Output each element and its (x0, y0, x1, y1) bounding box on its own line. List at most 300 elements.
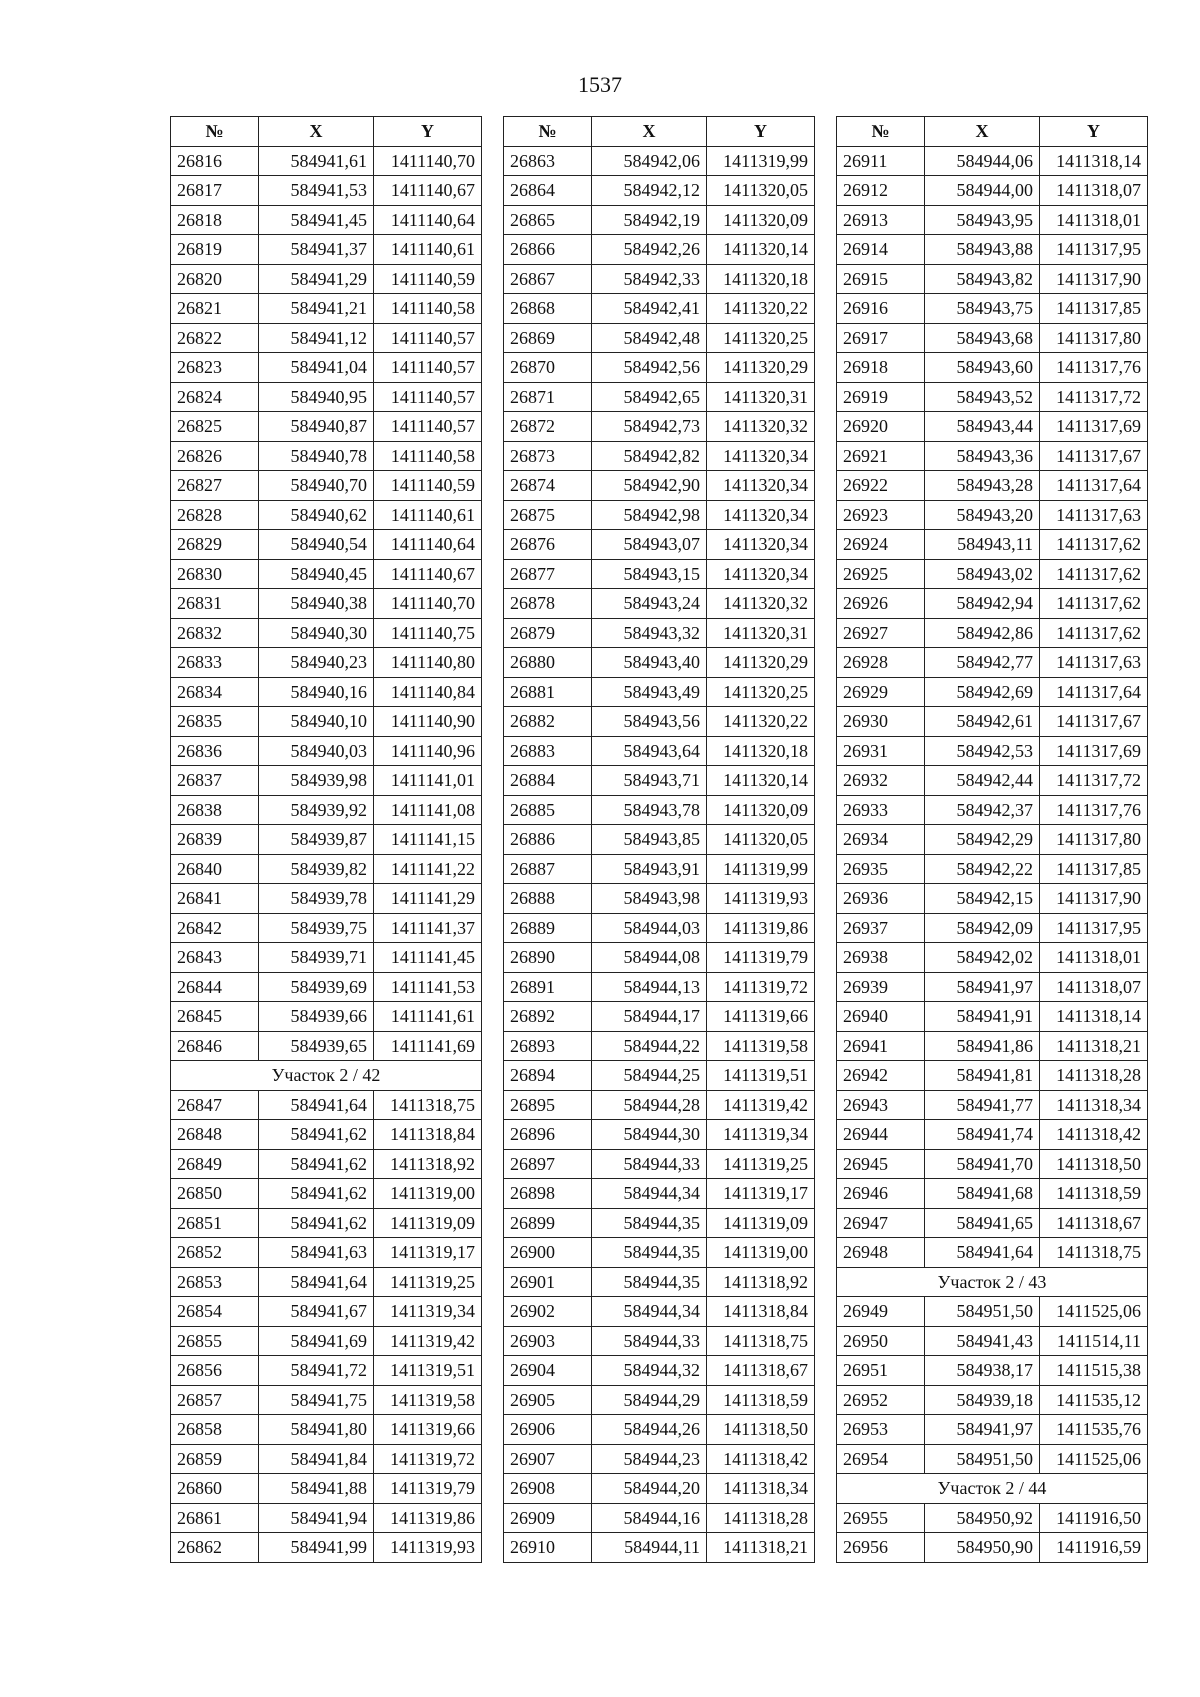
x-value: 584941,29 (259, 264, 374, 294)
x-value: 584944,00 (925, 176, 1040, 206)
x-value: 584941,99 (259, 1533, 374, 1563)
point-number: 26868 (504, 294, 592, 324)
table-row (171, 854, 482, 884)
point-number: 26822 (171, 323, 259, 353)
x-value: 584942,44 (925, 766, 1040, 796)
x-value: 584943,02 (925, 559, 1040, 589)
point-number: 26860 (171, 1474, 259, 1504)
point-number: 26839 (171, 825, 259, 855)
x-value: 584940,38 (259, 589, 374, 619)
table-header-row (837, 117, 1148, 147)
table-row (504, 1533, 815, 1563)
section-row (837, 1267, 1148, 1297)
y-value: 1411318,21 (1040, 1031, 1148, 1061)
x-value: 584939,87 (259, 825, 374, 855)
y-value: 1411319,66 (374, 1415, 482, 1445)
x-value: 584941,70 (925, 1149, 1040, 1179)
y-value: 1411319,09 (374, 1208, 482, 1238)
x-value: 584941,84 (259, 1444, 374, 1474)
y-value: 1411317,95 (1040, 913, 1148, 943)
x-value: 584940,45 (259, 559, 374, 589)
point-number: 26838 (171, 795, 259, 825)
point-number: 26830 (171, 559, 259, 589)
point-number: 26884 (504, 766, 592, 796)
table-row (171, 766, 482, 796)
y-value: 1411140,64 (374, 530, 482, 560)
table-row (504, 294, 815, 324)
y-value: 1411319,66 (707, 1002, 815, 1032)
x-value: 584940,62 (259, 500, 374, 530)
table-body (837, 146, 1148, 1562)
header-y: Y (707, 117, 815, 147)
y-value: 1411140,70 (374, 146, 482, 176)
y-value: 1411140,57 (374, 353, 482, 383)
table-row (171, 353, 482, 383)
point-number: 26826 (171, 441, 259, 471)
y-value: 1411141,61 (374, 1002, 482, 1032)
table-row (171, 943, 482, 973)
point-number: 26817 (171, 176, 259, 206)
x-value: 584941,61 (259, 146, 374, 176)
y-value: 1411320,31 (707, 382, 815, 412)
x-value: 584944,26 (592, 1415, 707, 1445)
table-row (504, 825, 815, 855)
y-value: 1411141,08 (374, 795, 482, 825)
table-row (837, 1444, 1148, 1474)
table-row (171, 1533, 482, 1563)
table-row (504, 766, 815, 796)
table-row (837, 382, 1148, 412)
table-row (171, 1179, 482, 1209)
y-value: 1411318,59 (1040, 1179, 1148, 1209)
y-value: 1411141,53 (374, 972, 482, 1002)
table-row (837, 1031, 1148, 1061)
table-row (837, 176, 1148, 206)
y-value: 1411319,72 (707, 972, 815, 1002)
table-row (837, 1326, 1148, 1356)
coordinates-table-left (170, 116, 482, 1563)
point-number: 26891 (504, 972, 592, 1002)
y-value: 1411320,34 (707, 500, 815, 530)
y-value: 1411141,01 (374, 766, 482, 796)
x-value: 584943,78 (592, 795, 707, 825)
point-number: 26911 (837, 146, 925, 176)
section-label: Участок 2 / 44 (837, 1474, 1148, 1504)
table-row (837, 1533, 1148, 1563)
table-row (504, 1356, 815, 1386)
x-value: 584943,49 (592, 677, 707, 707)
point-number: 26899 (504, 1208, 592, 1238)
point-number: 26835 (171, 707, 259, 737)
y-value: 1411319,00 (707, 1238, 815, 1268)
point-number: 26832 (171, 618, 259, 648)
point-number: 26875 (504, 500, 592, 530)
point-number: 26856 (171, 1356, 259, 1386)
table-row (171, 294, 482, 324)
header-y: Y (374, 117, 482, 147)
table-row (837, 1179, 1148, 1209)
x-value: 584941,21 (259, 294, 374, 324)
table-row (504, 205, 815, 235)
x-value: 584943,75 (925, 294, 1040, 324)
x-value: 584942,48 (592, 323, 707, 353)
table-row (171, 412, 482, 442)
table-row (837, 530, 1148, 560)
table-row (837, 1238, 1148, 1268)
point-number: 26952 (837, 1385, 925, 1415)
table-row (171, 1444, 482, 1474)
y-value: 1411319,79 (707, 943, 815, 973)
table-row (837, 707, 1148, 737)
y-value: 1411320,31 (707, 618, 815, 648)
point-number: 26828 (171, 500, 259, 530)
point-number: 26878 (504, 589, 592, 619)
x-value: 584942,65 (592, 382, 707, 412)
point-number: 26900 (504, 1238, 592, 1268)
y-value: 1411318,14 (1040, 146, 1148, 176)
table-row (504, 1385, 815, 1415)
header-x: X (592, 117, 707, 147)
point-number: 26930 (837, 707, 925, 737)
y-value: 1411140,70 (374, 589, 482, 619)
x-value: 584939,18 (925, 1385, 1040, 1415)
point-number: 26934 (837, 825, 925, 855)
y-value: 1411318,75 (374, 1090, 482, 1120)
table-row (171, 884, 482, 914)
table-row (504, 1061, 815, 1091)
x-value: 584942,15 (925, 884, 1040, 914)
point-number: 26865 (504, 205, 592, 235)
x-value: 584943,24 (592, 589, 707, 619)
table-row (837, 353, 1148, 383)
x-value: 584941,77 (925, 1090, 1040, 1120)
table-row (171, 500, 482, 530)
y-value: 1411319,86 (374, 1503, 482, 1533)
table-row (504, 913, 815, 943)
y-value: 1411140,75 (374, 618, 482, 648)
y-value: 1411318,07 (1040, 972, 1148, 1002)
table-row (171, 618, 482, 648)
point-number: 26864 (504, 176, 592, 206)
y-value: 1411140,64 (374, 205, 482, 235)
point-number: 26824 (171, 382, 259, 412)
table-row (837, 589, 1148, 619)
x-value: 584941,75 (259, 1385, 374, 1415)
table-row (837, 825, 1148, 855)
table-row (504, 1208, 815, 1238)
table-row (504, 677, 815, 707)
point-number: 26873 (504, 441, 592, 471)
table-row (837, 500, 1148, 530)
y-value: 1411140,57 (374, 323, 482, 353)
y-value: 1411535,12 (1040, 1385, 1148, 1415)
x-value: 584943,68 (925, 323, 1040, 353)
table-row (171, 795, 482, 825)
table-row (837, 471, 1148, 501)
y-value: 1411317,76 (1040, 353, 1148, 383)
y-value: 1411318,84 (707, 1297, 815, 1327)
y-value: 1411320,22 (707, 294, 815, 324)
y-value: 1411140,59 (374, 471, 482, 501)
point-number: 26931 (837, 736, 925, 766)
y-value: 1411140,61 (374, 235, 482, 265)
y-value: 1411320,05 (707, 176, 815, 206)
point-number: 26894 (504, 1061, 592, 1091)
point-number: 26904 (504, 1356, 592, 1386)
y-value: 1411317,67 (1040, 707, 1148, 737)
x-value: 584943,11 (925, 530, 1040, 560)
table-row (837, 854, 1148, 884)
x-value: 584941,94 (259, 1503, 374, 1533)
x-value: 584940,23 (259, 648, 374, 678)
x-value: 584942,82 (592, 441, 707, 471)
point-number: 26947 (837, 1208, 925, 1238)
table-row (504, 1179, 815, 1209)
x-value: 584942,12 (592, 176, 707, 206)
table-row (171, 471, 482, 501)
x-value: 584943,71 (592, 766, 707, 796)
section-label: Участок 2 / 43 (837, 1267, 1148, 1297)
point-number: 26913 (837, 205, 925, 235)
x-value: 584944,29 (592, 1385, 707, 1415)
point-number: 26883 (504, 736, 592, 766)
table-row (171, 1090, 482, 1120)
table-row (171, 677, 482, 707)
table-row (504, 972, 815, 1002)
header-number: № (504, 117, 592, 147)
x-value: 584944,35 (592, 1267, 707, 1297)
x-value: 584944,34 (592, 1179, 707, 1209)
point-number: 26887 (504, 854, 592, 884)
point-number: 26905 (504, 1385, 592, 1415)
point-number: 26882 (504, 707, 592, 737)
x-value: 584944,35 (592, 1208, 707, 1238)
table-row (504, 176, 815, 206)
point-number: 26845 (171, 1002, 259, 1032)
y-value: 1411317,69 (1040, 412, 1148, 442)
y-value: 1411317,62 (1040, 530, 1148, 560)
x-value: 584943,15 (592, 559, 707, 589)
point-number: 26850 (171, 1179, 259, 1209)
table-row (504, 412, 815, 442)
x-value: 584942,90 (592, 471, 707, 501)
coordinates-table-middle (503, 116, 815, 1563)
x-value: 584941,74 (925, 1120, 1040, 1150)
table-row (171, 1208, 482, 1238)
x-value: 584943,36 (925, 441, 1040, 471)
table-row (837, 766, 1148, 796)
y-value: 1411140,58 (374, 294, 482, 324)
table-row (837, 1120, 1148, 1150)
x-value: 584941,97 (925, 1415, 1040, 1445)
point-number: 26842 (171, 913, 259, 943)
y-value: 1411514,11 (1040, 1326, 1148, 1356)
table-row (171, 441, 482, 471)
x-value: 584943,91 (592, 854, 707, 884)
table-row (171, 559, 482, 589)
point-number: 26831 (171, 589, 259, 619)
x-value: 584940,70 (259, 471, 374, 501)
point-number: 26836 (171, 736, 259, 766)
point-number: 26857 (171, 1385, 259, 1415)
point-number: 26933 (837, 795, 925, 825)
table-row (837, 972, 1148, 1002)
point-number: 26944 (837, 1120, 925, 1150)
y-value: 1411318,28 (1040, 1061, 1148, 1091)
x-value: 584941,63 (259, 1238, 374, 1268)
y-value: 1411319,42 (707, 1090, 815, 1120)
y-value: 1411318,50 (707, 1415, 815, 1445)
y-value: 1411318,01 (1040, 205, 1148, 235)
y-value: 1411317,85 (1040, 854, 1148, 884)
y-value: 1411319,51 (707, 1061, 815, 1091)
point-number: 26867 (504, 264, 592, 294)
x-value: 584942,61 (925, 707, 1040, 737)
x-value: 584941,88 (259, 1474, 374, 1504)
y-value: 1411140,59 (374, 264, 482, 294)
table-row (171, 707, 482, 737)
x-value: 584940,95 (259, 382, 374, 412)
table-row (171, 1149, 482, 1179)
point-number: 26903 (504, 1326, 592, 1356)
page-number: 1537 (578, 72, 622, 97)
x-value: 584942,98 (592, 500, 707, 530)
point-number: 26949 (837, 1297, 925, 1327)
point-number: 26920 (837, 412, 925, 442)
table-row (171, 972, 482, 1002)
table-row (504, 618, 815, 648)
y-value: 1411320,18 (707, 264, 815, 294)
y-value: 1411318,67 (1040, 1208, 1148, 1238)
x-value: 584941,37 (259, 235, 374, 265)
point-number: 26939 (837, 972, 925, 1002)
point-number: 26915 (837, 264, 925, 294)
table-row (837, 736, 1148, 766)
y-value: 1411320,29 (707, 353, 815, 383)
y-value: 1411319,58 (707, 1031, 815, 1061)
point-number: 26951 (837, 1356, 925, 1386)
point-number: 26895 (504, 1090, 592, 1120)
table-row (837, 884, 1148, 914)
x-value: 584942,53 (925, 736, 1040, 766)
x-value: 584941,64 (259, 1090, 374, 1120)
x-value: 584943,28 (925, 471, 1040, 501)
x-value: 584944,20 (592, 1474, 707, 1504)
point-number: 26858 (171, 1415, 259, 1445)
y-value: 1411318,21 (707, 1533, 815, 1563)
table-row (504, 1444, 815, 1474)
y-value: 1411317,72 (1040, 382, 1148, 412)
x-value: 584941,72 (259, 1356, 374, 1386)
point-number: 26938 (837, 943, 925, 973)
point-number: 26936 (837, 884, 925, 914)
point-number: 26910 (504, 1533, 592, 1563)
point-number: 26834 (171, 677, 259, 707)
y-value: 1411319,25 (707, 1149, 815, 1179)
table-row (171, 1120, 482, 1150)
y-value: 1411319,34 (374, 1297, 482, 1327)
table-row (837, 264, 1148, 294)
x-value: 584939,71 (259, 943, 374, 973)
y-value: 1411318,07 (1040, 176, 1148, 206)
x-value: 584942,26 (592, 235, 707, 265)
point-number: 26893 (504, 1031, 592, 1061)
x-value: 584941,53 (259, 176, 374, 206)
point-number: 26890 (504, 943, 592, 973)
y-value: 1411320,14 (707, 235, 815, 265)
y-value: 1411320,32 (707, 412, 815, 442)
table-row (837, 441, 1148, 471)
table-row (504, 589, 815, 619)
y-value: 1411317,85 (1040, 294, 1148, 324)
point-number: 26912 (837, 176, 925, 206)
y-value: 1411320,32 (707, 589, 815, 619)
y-value: 1411317,64 (1040, 471, 1148, 501)
x-value: 584940,10 (259, 707, 374, 737)
x-value: 584940,16 (259, 677, 374, 707)
y-value: 1411318,01 (1040, 943, 1148, 973)
y-value: 1411140,96 (374, 736, 482, 766)
y-value: 1411317,67 (1040, 441, 1148, 471)
x-value: 584941,62 (259, 1208, 374, 1238)
y-value: 1411319,17 (374, 1238, 482, 1268)
table-row (504, 500, 815, 530)
y-value: 1411140,57 (374, 382, 482, 412)
point-number: 26942 (837, 1061, 925, 1091)
x-value: 584941,65 (925, 1208, 1040, 1238)
x-value: 584944,16 (592, 1503, 707, 1533)
table-row (837, 1002, 1148, 1032)
point-number: 26851 (171, 1208, 259, 1238)
point-number: 26946 (837, 1179, 925, 1209)
y-value: 1411319,93 (707, 884, 815, 914)
y-value: 1411140,61 (374, 500, 482, 530)
x-value: 584942,19 (592, 205, 707, 235)
table-row (837, 1090, 1148, 1120)
x-value: 584943,60 (925, 353, 1040, 383)
y-value: 1411319,99 (707, 854, 815, 884)
table-row (504, 1267, 815, 1297)
y-value: 1411317,64 (1040, 677, 1148, 707)
y-value: 1411320,34 (707, 530, 815, 560)
x-value: 584943,52 (925, 382, 1040, 412)
y-value: 1411317,69 (1040, 736, 1148, 766)
y-value: 1411319,25 (374, 1267, 482, 1297)
y-value: 1411320,18 (707, 736, 815, 766)
table-row (837, 648, 1148, 678)
table-row (171, 1267, 482, 1297)
point-number: 26906 (504, 1415, 592, 1445)
x-value: 584941,45 (259, 205, 374, 235)
y-value: 1411318,75 (707, 1326, 815, 1356)
point-number: 26922 (837, 471, 925, 501)
point-number: 26888 (504, 884, 592, 914)
table-row (171, 146, 482, 176)
table-row (171, 1002, 482, 1032)
point-number: 26956 (837, 1533, 925, 1563)
point-number: 26871 (504, 382, 592, 412)
y-value: 1411320,29 (707, 648, 815, 678)
table-row (171, 1238, 482, 1268)
table-row (837, 913, 1148, 943)
x-value: 584943,44 (925, 412, 1040, 442)
x-value: 584941,64 (259, 1267, 374, 1297)
header-y: Y (1040, 117, 1148, 147)
point-number: 26898 (504, 1179, 592, 1209)
point-number: 26874 (504, 471, 592, 501)
point-number: 26919 (837, 382, 925, 412)
y-value: 1411319,00 (374, 1179, 482, 1209)
